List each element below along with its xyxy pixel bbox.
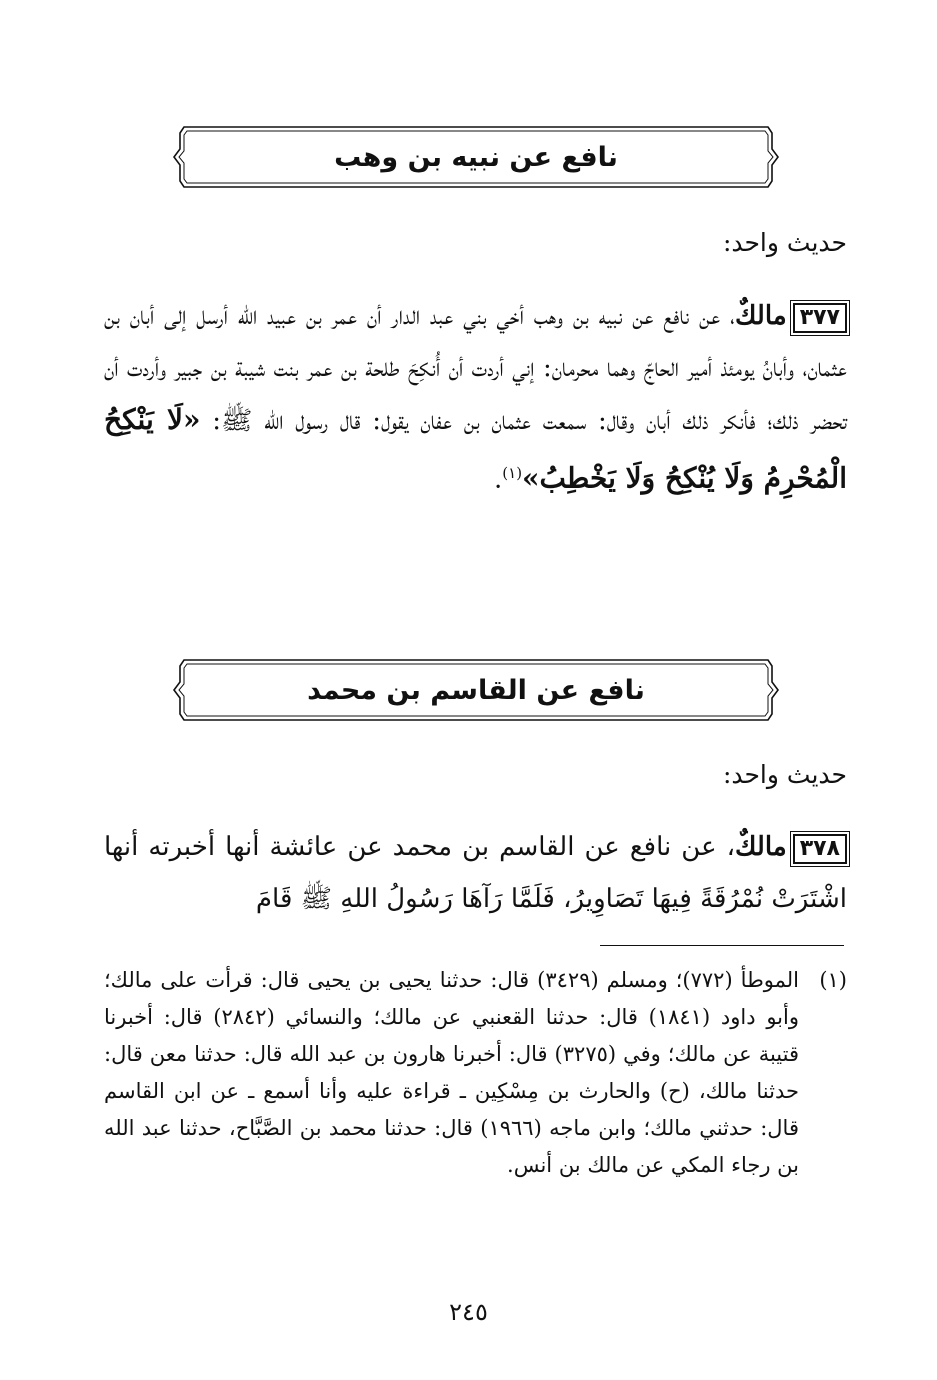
section-title-frame	[172, 658, 780, 722]
footnote-reference: (١)	[502, 464, 523, 482]
hadith-text: ، عن نافع عن نبيه بن وهب أخي بني عبد الدار أن عمر بن عبيد الله أرسل إلى أبان بن عثمان، وأبانُ يومئذ أمير الحاجّ وهما محرمان: إني أردت أن أُنكِحَ طلحة بن عمر بنت شيبة بن جبير وأردت أن تحضر ذلك؛ فأنكر ذلك أبان وقال: سمعت عثمان بن عفان يقول: قال رسول الله ﷺ:	[104, 301, 847, 436]
hadith-text: ، عن نافع عن القاسم بن محمد عن عائشة أنها أخبرته أنها اشْتَرَتْ نُمْرُقَةً فِيهَا تَصَاوِيرُ، فَلَمَّا رَآهَا رَسُولُ اللهِ ﷺ قَامَ	[104, 832, 847, 914]
footnote	[104, 962, 847, 1184]
hadith-count-label: حديث واحد:	[722, 228, 847, 257]
section-title-frame	[172, 125, 780, 189]
hadith-count-label: حديث واحد:	[722, 760, 847, 789]
footnote-divider	[600, 945, 844, 946]
section-title: نافع عن القاسم بن محمد	[307, 674, 645, 706]
footnote-number: (١)	[819, 968, 847, 992]
hadith-number-badge: ٣٧٧	[793, 303, 847, 333]
hadith-paragraph	[104, 821, 847, 925]
page-number: ٢٤٥	[449, 1298, 488, 1326]
sentence-end: .	[494, 464, 503, 495]
section-title: نافع عن نبيه بن وهب	[334, 141, 618, 173]
hadith-paragraph	[104, 290, 847, 506]
narrator-name: مالكٌ	[735, 832, 787, 862]
narrator-name: مالكٌ	[735, 301, 787, 331]
footnote-text: الموطأ (٧٧٢)؛ ومسلم (٣٤٢٩) قال: حدثنا يحيى بن يحيى قال: قرأت على مالك؛ وأبو داود (١٨٤١) قال: حدثنا القعنبي عن مالك؛ والنسائي (٢٨٤٢) قال: أخبرنا قتيبة عن مالك؛ وفي (٣٢٧٥) قال: أخبرنا هارون بن عبد الله قال: حدثنا معن قال: حدثنا مالك، (ح) والحارث بن مِسْكِين ـ قراءة عليه وأنا أسمع ـ عن ابن القاسم قال: حدثني مالك؛ وابن ماجه (١٩٦٦) قال: حدثنا محمد بن الصَّبَّاح، حدثنا عبد الله بن رجاء المكي عن مالك بن أنس.	[104, 968, 800, 1177]
prophetic-quote: «لَا يَنْكِحُ الْمُحْرِمُ وَلَا يُنْكِحُ وَلَا يَخْطِبُ»	[104, 403, 847, 495]
hadith-number-badge: ٣٧٨	[793, 834, 847, 864]
